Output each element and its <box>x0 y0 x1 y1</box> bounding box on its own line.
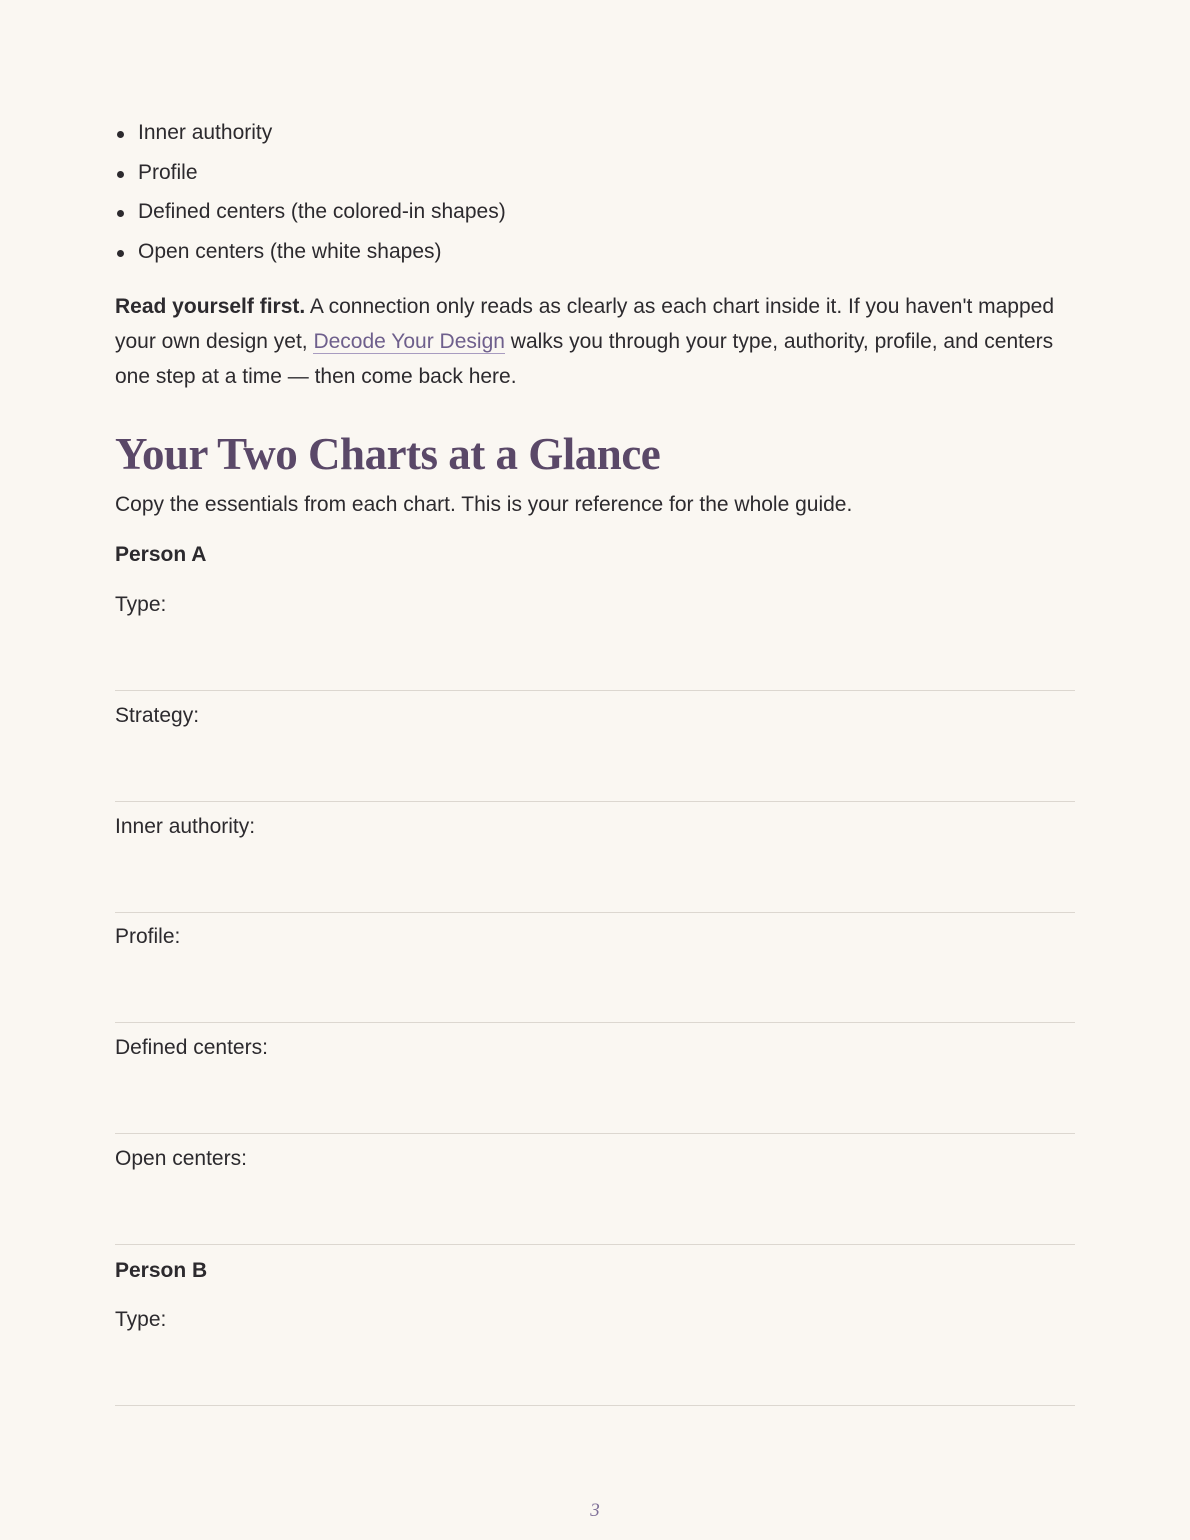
field-label: Type: <box>115 1308 167 1331</box>
decode-your-design-link[interactable]: Decode Your Design <box>313 330 505 353</box>
person-b-type-field[interactable] <box>115 1306 1075 1406</box>
field-label: Inner authority: <box>115 815 256 838</box>
field-label: Profile: <box>115 925 181 948</box>
list-item: Inner authority <box>138 119 506 147</box>
person-a-heading: Person A <box>115 543 207 566</box>
person-a-defined-centers-field[interactable] <box>115 1034 1075 1134</box>
person-b-heading: Person B <box>115 1259 208 1282</box>
person-a-open-centers-field[interactable] <box>115 1145 1075 1245</box>
page-number: 3 <box>590 1500 600 1521</box>
section-lede: Copy the essentials from each chart. This is your reference for the whole guide. <box>115 493 853 516</box>
field-label: Open centers: <box>115 1147 247 1170</box>
intro-text-before-link: A connection only reads as clearly as each chart inside it. If you haven't mapped your own design yet, <box>115 295 1055 353</box>
read-yourself-first-paragraph <box>115 289 1075 394</box>
person-a-profile-field[interactable] <box>115 923 1075 1023</box>
section-title: Your Two Charts at a Glance <box>115 429 661 479</box>
chart-elements-list <box>115 119 506 277</box>
field-label: Type: <box>115 593 167 616</box>
person-a-strategy-field[interactable] <box>115 702 1075 802</box>
intro-lead-bold: Read yourself first. <box>115 295 306 318</box>
person-a-type-field[interactable] <box>115 591 1075 691</box>
field-label: Strategy: <box>115 704 200 727</box>
list-item: Defined centers (the colored-in shapes) <box>138 198 506 226</box>
person-a-inner-authority-field[interactable] <box>115 813 1075 913</box>
list-item: Open centers (the white shapes) <box>138 238 506 266</box>
intro-text-after-link: walks you through your type, authority, profile, and centers one step at a time — then come back here. <box>115 330 1054 388</box>
field-label: Defined centers: <box>115 1036 268 1059</box>
list-item: Profile <box>138 159 506 187</box>
